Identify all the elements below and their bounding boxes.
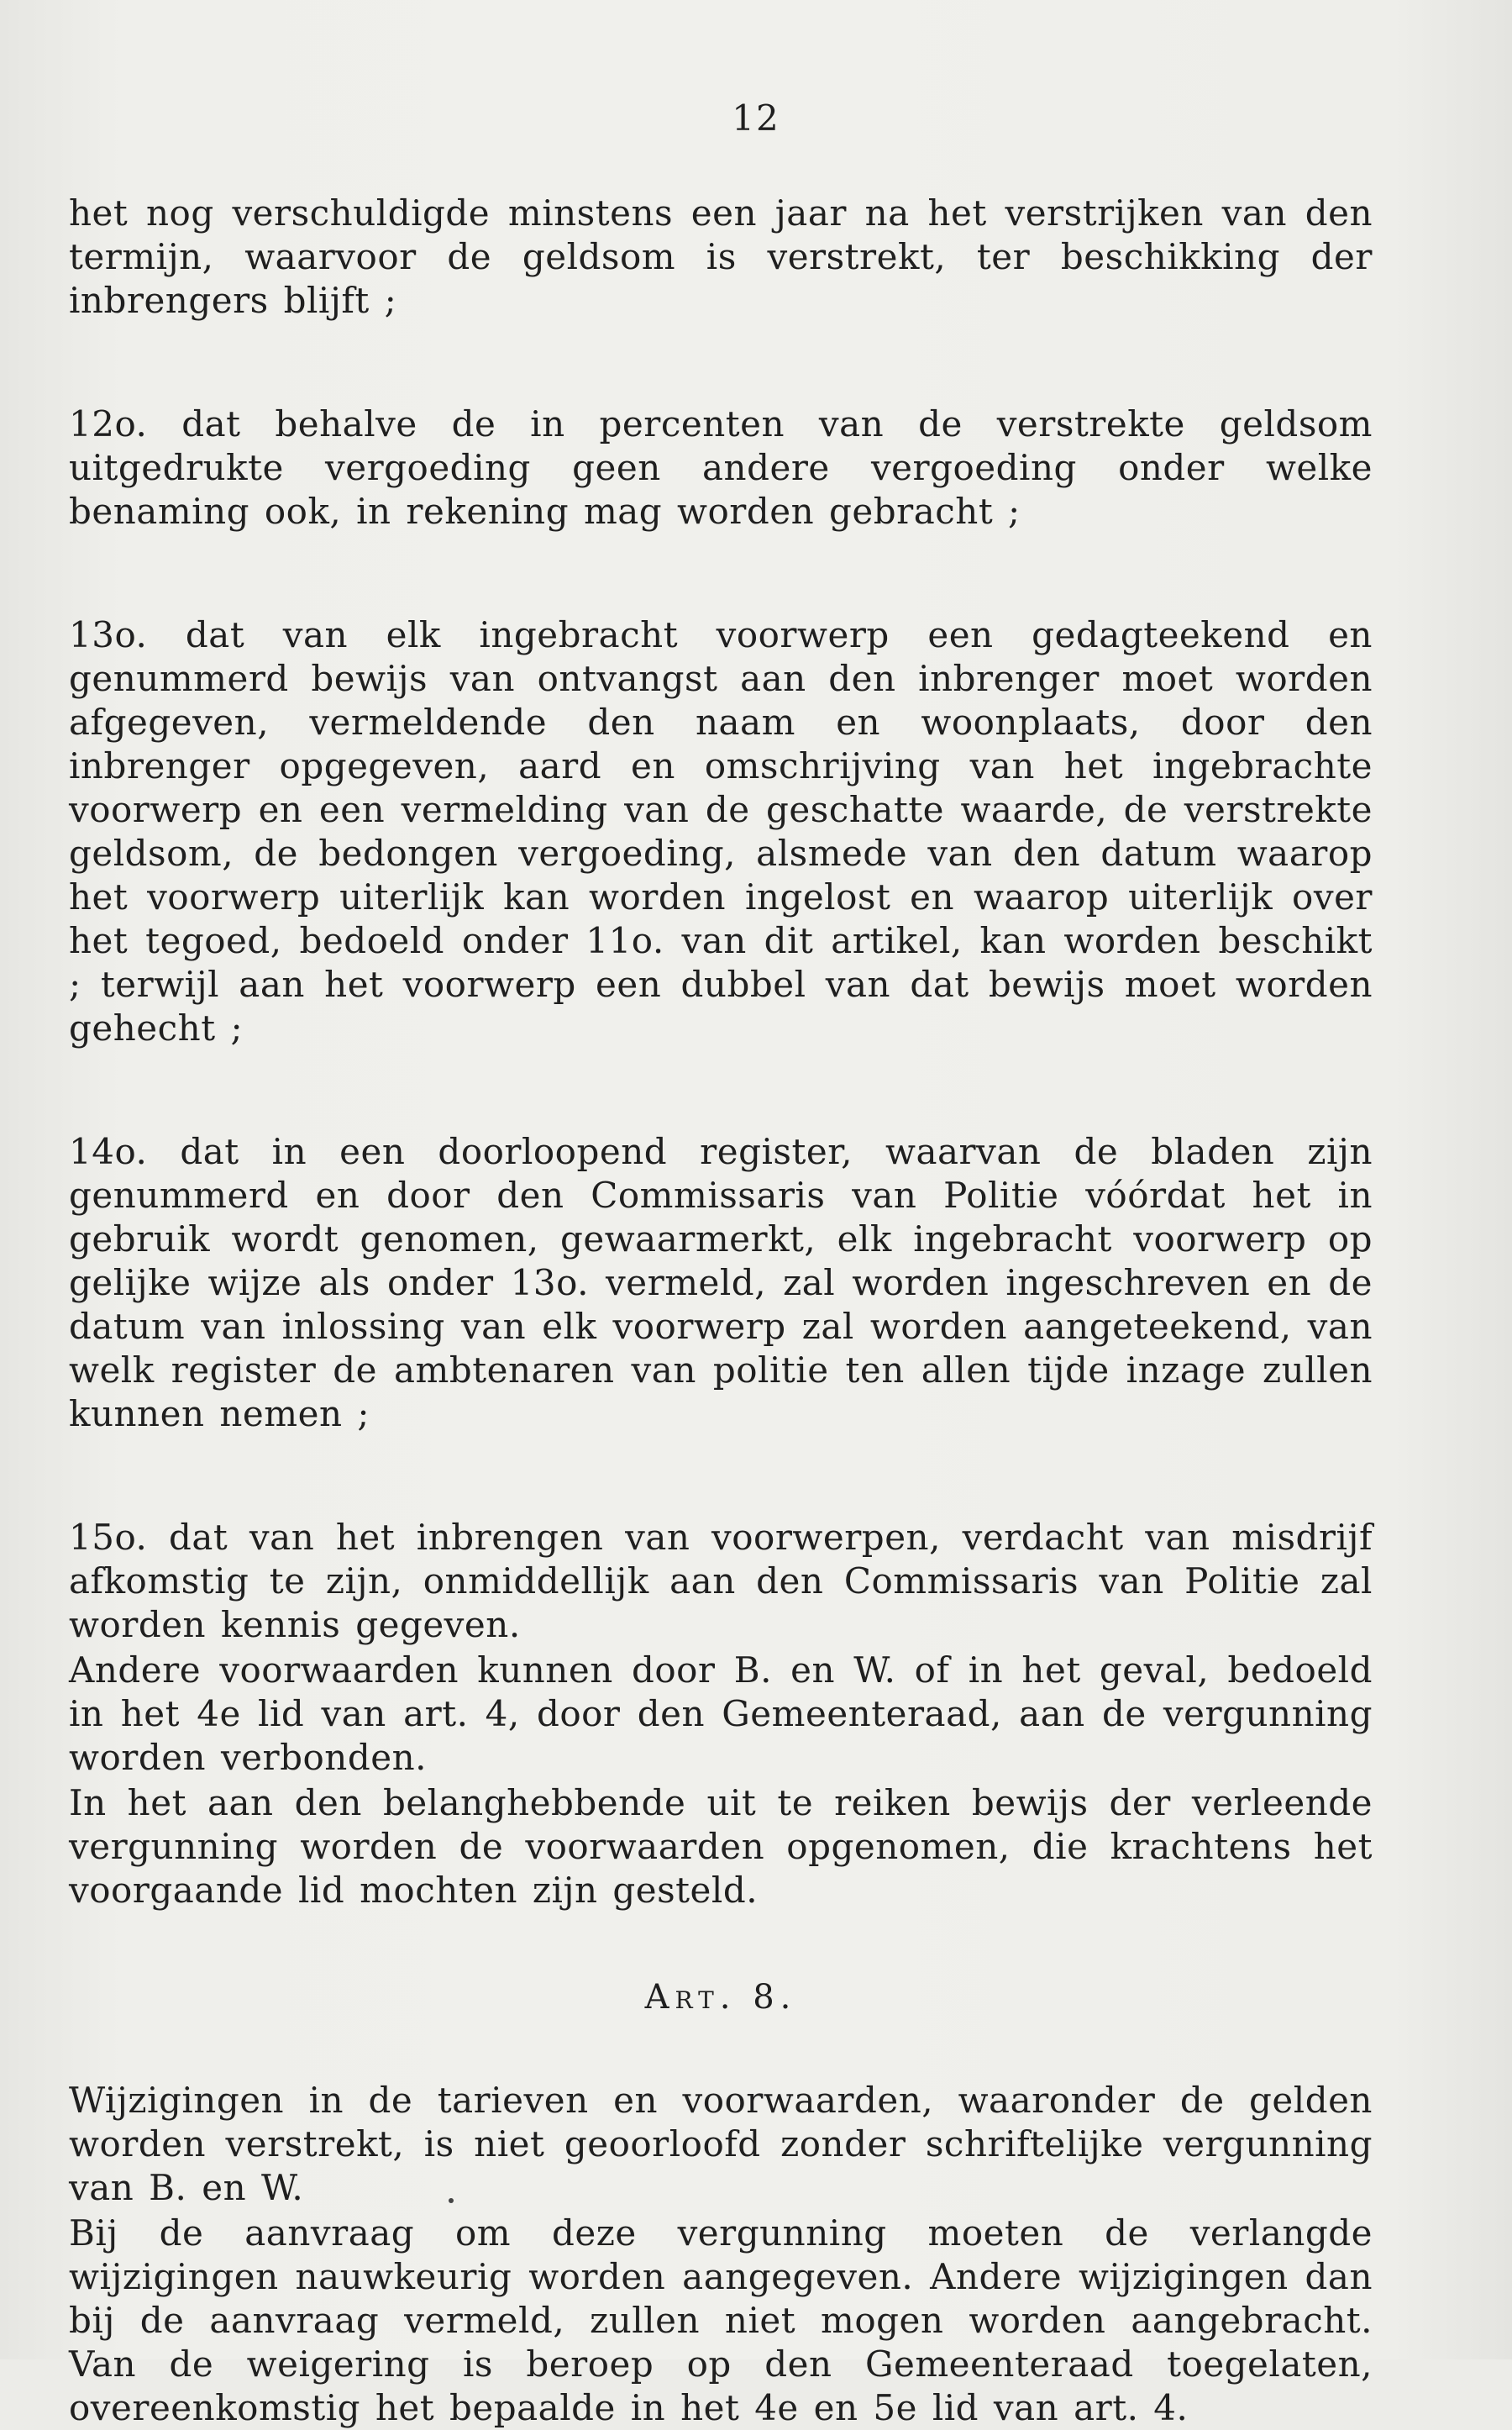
clause-13: 13o. dat van elk ingebracht voorwerp een gedagteekend en genummerd bewijs van ontvangst aan den inbrenger moet worden afgegeven, vermeldende den naam en woonplaats, door den inbrenger opgegeven, aard en omschrijving van het ingebrachte voorwerp en een vermelding van de geschatte waarde, de verstrekte geldsom, de bedongen vergoeding, alsmede van den datum waarop het voorwerp uiterlijk kan worden ingelost en waarop uiterlijk over het tegoed, bedoeld onder 11o. van dit artikel, kan worden beschikt ; terwijl aan het voorwerp een dubbel van dat bewijs moet worden gehecht ; xyxy=(69,614,1373,1049)
paragraph-gap xyxy=(69,323,1373,402)
article-8-paragraph-2: Bij de aanvraag om deze vergunning moeten de verlangde wijzigingen nauwkeurig worden aangegeven. Andere wijzigingen dan bij de aanvraag vermeld, zullen niet mogen worden aangebracht. Van de weigering is beroep op den Gemeenteraad toegelaten, overeenkomstig het bepaalde in het 4e en 5e lid van art. 4. xyxy=(69,2212,1373,2428)
paragraph-gap xyxy=(69,534,1373,613)
article-8-paragraph-1: Wijzigingen in de tarieven en voorwaarden, waaronder de gelden worden verstrekt, is niet geoorloofd zonder schriftelijke vergunning van B. en W. xyxy=(69,2080,1373,2208)
clause-15: 15o. dat van het inbrengen van voorwerpen, verdacht van misdrijf afkomstig te zijn, onmiddellijk aan den Commissaris van Politie zal worden kennis gegeven. xyxy=(69,1517,1373,1645)
license-proof-paragraph: In het aan den belanghebbende uit te reiken bewijs der verleende vergunning worden de voorwaarden opgenomen, die krachtens het voorgaande lid mochten zijn gesteld. xyxy=(69,1782,1373,1911)
paragraph-gap xyxy=(69,1436,1373,1516)
additional-conditions-paragraph: Andere voorwaarden kunnen door B. en W. of in het geval, bedoeld in het 4e lid van art. 4, door den Gemeenteraad, aan de vergunning worden verbonden. xyxy=(69,1649,1373,1778)
page-number: 12 xyxy=(732,97,780,139)
clause-14: 14o. dat in een doorloopend register, waarvan de bladen zijn genummerd en door den Commissaris van Politie vóórdat het in gebruik wordt genomen, gewaarmerkt, elk ingebracht voorwerp op gelijke wijze als onder 13o. vermeld, zal worden ingeschreven en de datum van inlossing van elk voorwerp zal worden aangeteekend, van welk register de ambtenaren van politie ten allen tijde inzage zullen kunnen nemen ; xyxy=(69,1131,1373,1434)
clause-12: 12o. dat behalve de in percenten van de verstrekte geldsom uitgedrukte vergoeding geen andere vergoeding onder welke benaming ook, in rekening mag worden gebracht ; xyxy=(69,403,1373,532)
paragraph-continuation: het nog verschuldigde minstens een jaar na het verstrijken van den termijn, waarvoor de geldsom is verstrekt, ter beschikking der inbrengers blijft ; xyxy=(69,192,1373,321)
document-content xyxy=(69,192,1373,2430)
article-heading: Art. 8. xyxy=(644,1978,797,2017)
ink-mark xyxy=(449,2198,454,2203)
paragraph-gap xyxy=(69,1050,1373,1130)
